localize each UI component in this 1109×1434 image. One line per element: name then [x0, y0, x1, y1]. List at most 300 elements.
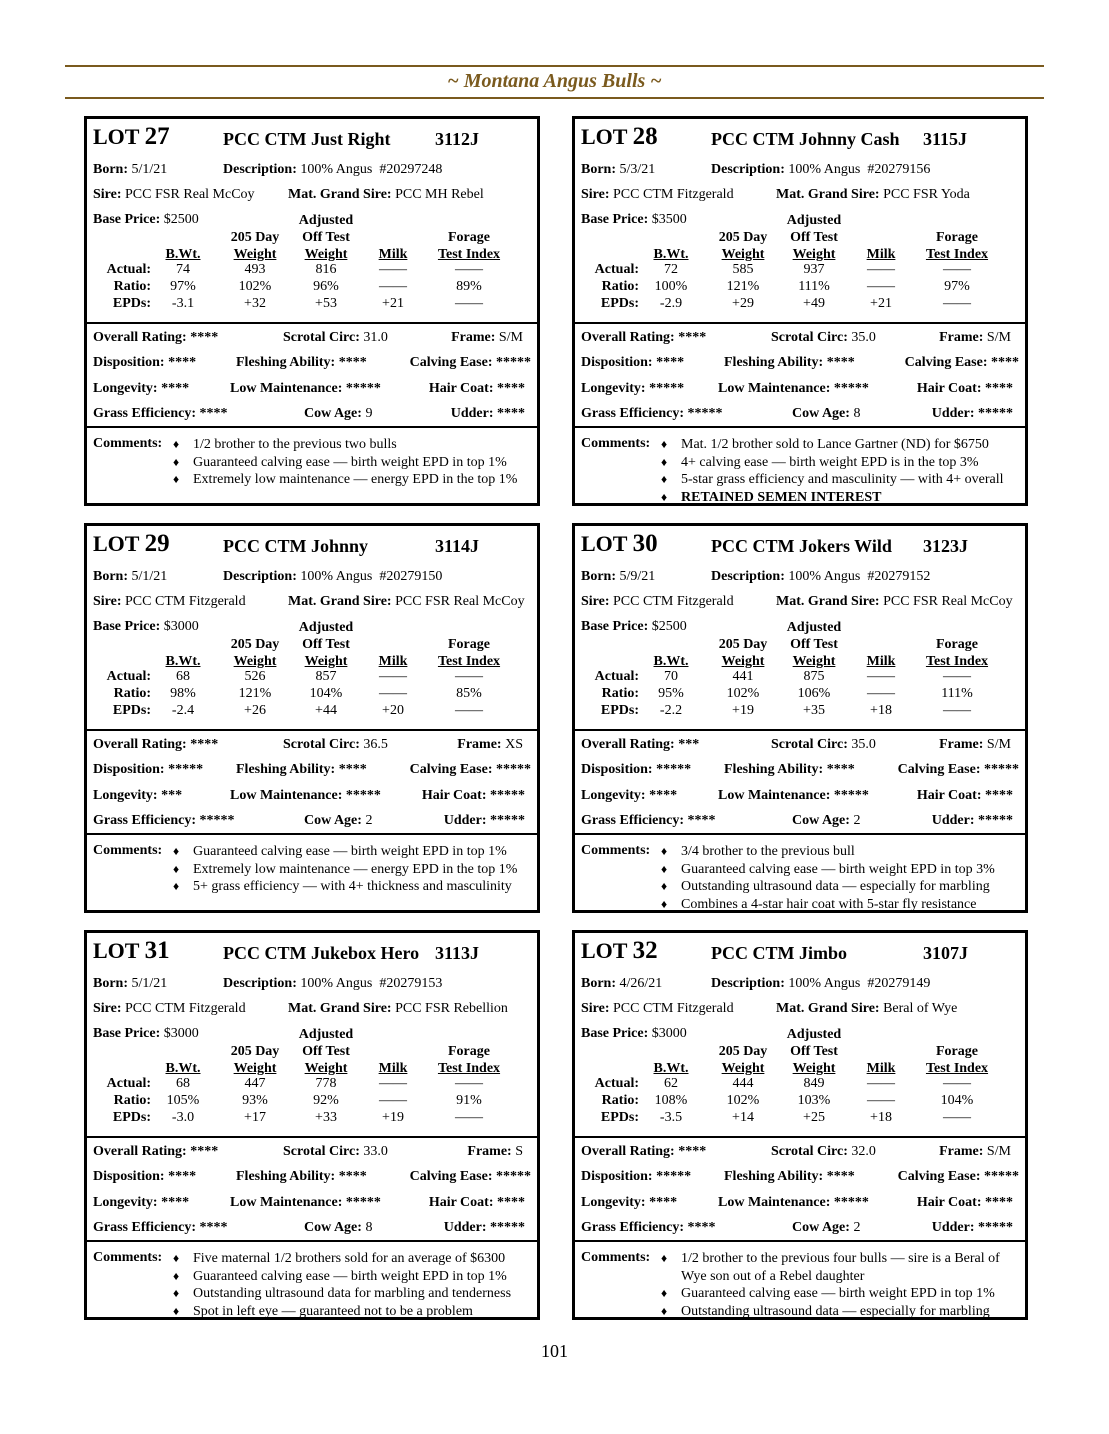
- cow-age-value: 2: [853, 813, 861, 828]
- calving-ease-value: *****: [984, 1169, 1019, 1184]
- ratio-forage-index: 104%: [940, 1093, 974, 1108]
- comments-label: Comments:: [581, 436, 651, 451]
- epd-bwt: -2.4: [171, 703, 195, 718]
- col-header-forage: [423, 1043, 515, 1077]
- lot-card-31: [84, 930, 540, 1320]
- col-205-top: 205 Day: [718, 1044, 768, 1059]
- epd-milk: +21: [382, 296, 404, 311]
- cow-age-label: Cow Age:: [304, 1220, 362, 1235]
- row-label-epds: EPDs:: [600, 296, 639, 311]
- col-forage-top: Forage: [936, 1044, 978, 1059]
- calving-ease-label: Calving Ease:: [897, 762, 981, 777]
- col-milk-label: Milk: [866, 654, 896, 669]
- grass-efficiency-label: Grass Efficiency:: [93, 813, 197, 828]
- lot-info-section: [575, 526, 1025, 731]
- disposition: [581, 1169, 691, 1185]
- mat-grand-sire-label: Mat. Grand Sire:: [776, 187, 880, 202]
- born-value: 5/1/21: [131, 976, 168, 991]
- col-header-bwt: [151, 246, 215, 263]
- col-header-adjusted: [291, 212, 361, 263]
- born-value: 4/26/21: [619, 976, 663, 991]
- born-line: [581, 569, 655, 585]
- comment-item: ♦ Guaranteed calving ease — birth weight EPD in top 1%: [173, 454, 533, 472]
- overall-rating-value: ****: [190, 330, 219, 345]
- frame-label: Frame:: [457, 737, 502, 752]
- hair-coat-label: Hair Coat:: [428, 381, 494, 396]
- overall-rating-label: Overall Rating:: [581, 1144, 675, 1159]
- lot-card-30: [572, 523, 1028, 913]
- bull-name: PCC CTM Jimbo: [711, 943, 847, 963]
- col-adj-bottom: Weight: [304, 247, 348, 262]
- born-label: Born:: [581, 569, 616, 584]
- ratio-adj-weight: 111%: [798, 279, 830, 294]
- comment-item: ♦ Extremely low maintenance — energy EPD in the top 1%: [173, 471, 533, 489]
- epd-bwt: -3.0: [171, 1110, 195, 1125]
- cow-age-value: 9: [365, 406, 373, 421]
- base-price-label: Base Price:: [93, 1026, 161, 1041]
- overall-rating: [581, 330, 706, 346]
- epd-bwt: -2.2: [659, 703, 683, 718]
- born-label: Born:: [93, 569, 128, 584]
- page-header-title: ~ Montana Angus Bulls ~: [447, 70, 662, 92]
- fleshing-ability-value: ****: [826, 1169, 855, 1184]
- base-price-line: [581, 619, 687, 635]
- sire-value: PCC CTM Fitzgerald: [613, 594, 734, 609]
- born-value: 5/1/21: [131, 162, 168, 177]
- ratio-forage-index: 91%: [456, 1093, 482, 1108]
- hair-coat: [917, 1195, 1013, 1211]
- comment-item: ♦ 5-star grass efficiency and masculinity — with 4+ overall: [661, 471, 1021, 489]
- epd-forage-index: ——: [943, 703, 971, 718]
- low-maintenance: [230, 1195, 381, 1211]
- born-value: 5/9/21: [619, 569, 656, 584]
- epd-205-weight: +32: [244, 296, 266, 311]
- ratio-milk: ——: [379, 686, 407, 701]
- col-header-milk: [859, 1060, 903, 1077]
- fleshing-ability: [724, 355, 855, 371]
- lot-number-value: 31: [144, 937, 170, 964]
- lot-info-section: [87, 526, 537, 731]
- low-maintenance: [718, 381, 869, 397]
- low-maintenance: [718, 788, 869, 804]
- comment-item: ♦ Guaranteed calving ease — birth weight EPD in top 1%: [173, 1268, 533, 1286]
- fleshing-ability-value: ****: [826, 355, 855, 370]
- cow-age: [304, 813, 372, 829]
- longevity-value: ****: [161, 1195, 190, 1210]
- frame-label: Frame:: [939, 737, 984, 752]
- epd-adj-weight: +49: [803, 296, 825, 311]
- ratio-adj-weight: 104%: [309, 686, 343, 701]
- frame-score: [451, 330, 523, 346]
- col-forage-top: Forage: [448, 637, 490, 652]
- col-header-205: [225, 229, 285, 263]
- hair-coat-value: ****: [497, 1195, 525, 1210]
- comment-item: ♦ Outstanding ultrasound data — especially for marbling: [661, 878, 1021, 896]
- grass-efficiency-label: Grass Efficiency:: [93, 406, 197, 421]
- cow-age-label: Cow Age:: [304, 813, 362, 828]
- lot-number-value: 28: [632, 123, 658, 150]
- sire-label: Sire:: [581, 187, 610, 202]
- bull-name: PCC CTM Johnny Cash: [711, 129, 900, 149]
- grass-efficiency: [581, 1220, 716, 1236]
- comments-section: [575, 430, 1025, 503]
- cow-age: [304, 1220, 372, 1236]
- epd-milk: +18: [870, 1110, 892, 1125]
- calving-ease-label: Calving Ease:: [409, 1169, 493, 1184]
- epd-adj-weight: +33: [315, 1110, 337, 1125]
- ratings-section: [87, 326, 537, 428]
- scrotal-circ-label: Scrotal Circ:: [771, 330, 848, 345]
- scrotal-circ: [283, 737, 388, 753]
- comment-item: ♦ Spot in left eye — guaranteed not to be a problem: [173, 1303, 533, 1321]
- comment-item: ♦ Guaranteed calving ease — birth weight EPD in top 1%: [173, 843, 533, 861]
- ratio-bwt: 97%: [170, 279, 196, 294]
- ratio-adj-weight: 103%: [797, 1093, 831, 1108]
- tattoo-number: 3115J: [923, 129, 968, 149]
- col-header-bwt: [639, 653, 703, 670]
- scrotal-circ: [283, 330, 388, 346]
- fleshing-ability-label: Fleshing Ability:: [724, 355, 824, 370]
- actual-milk: ——: [379, 1076, 407, 1091]
- col-header-205: [713, 229, 773, 263]
- description-line: [223, 162, 442, 178]
- born-line: [581, 976, 662, 992]
- description-value: 100% Angus #20279153: [300, 976, 443, 991]
- disposition: [93, 762, 203, 778]
- fleshing-ability-label: Fleshing Ability:: [724, 762, 824, 777]
- longevity-value: ****: [649, 1195, 678, 1210]
- col-forage-bottom: Test Index: [437, 247, 501, 262]
- scrotal-circ-value: 31.0: [363, 330, 388, 345]
- udder-value: *****: [490, 813, 525, 828]
- col-header-forage: [911, 1043, 1003, 1077]
- description-line: [711, 569, 930, 585]
- sire-line: [93, 1001, 246, 1017]
- frame-value: S/M: [986, 330, 1011, 345]
- udder: [932, 813, 1013, 829]
- comments-label: Comments:: [93, 1250, 163, 1265]
- epd-forage-index: ——: [455, 1110, 483, 1125]
- epd-forage-index: ——: [455, 296, 483, 311]
- sire-line: [581, 594, 734, 610]
- fleshing-ability-label: Fleshing Ability:: [236, 1169, 336, 1184]
- actual-bwt: 68: [176, 669, 190, 684]
- col-header-forage: [911, 636, 1003, 670]
- frame-score: [457, 737, 523, 753]
- epd-adj-weight: +35: [803, 703, 825, 718]
- cow-age: [792, 406, 860, 422]
- col-forage-bottom: Test Index: [925, 654, 989, 669]
- mat-grand-sire-label: Mat. Grand Sire:: [288, 1001, 392, 1016]
- mat-grand-sire-label: Mat. Grand Sire:: [288, 187, 392, 202]
- description-value: 100% Angus #20297248: [300, 162, 443, 177]
- col-bwt-label: B.Wt.: [165, 247, 201, 262]
- udder: [932, 1220, 1013, 1236]
- low-maintenance: [718, 1195, 869, 1211]
- ratings-section: [575, 1140, 1025, 1242]
- comment-item: ♦ Outstanding ultrasound data for marbling and tenderness: [173, 1285, 533, 1303]
- udder-value: *****: [978, 1220, 1013, 1235]
- actual-forage-index: ——: [943, 1076, 971, 1091]
- overall-rating-label: Overall Rating:: [93, 330, 187, 345]
- disposition-label: Disposition:: [581, 762, 653, 777]
- comment-item: ♦ 1/2 brother to the previous four bulls — sire is a Beral of Wye son out of a Rebel daughter: [661, 1250, 1021, 1285]
- hair-coat: [429, 381, 525, 397]
- base-price-label: Base Price:: [581, 619, 649, 634]
- sire-label: Sire:: [581, 594, 610, 609]
- scrotal-circ-label: Scrotal Circ:: [283, 737, 360, 752]
- ratio-milk: ——: [867, 279, 895, 294]
- ratio-forage-index: 89%: [456, 279, 482, 294]
- col-header-forage: [911, 229, 1003, 263]
- cow-age-label: Cow Age:: [792, 813, 850, 828]
- calving-ease: [410, 762, 531, 778]
- base-price-label: Base Price:: [581, 212, 649, 227]
- ratio-adj-weight: 92%: [313, 1093, 339, 1108]
- born-label: Born:: [581, 162, 616, 177]
- calving-ease: [898, 1169, 1019, 1185]
- comment-item: ♦ Guaranteed calving ease — birth weight EPD in top 3%: [661, 861, 1021, 879]
- row-label-actual: Actual:: [106, 669, 151, 684]
- fleshing-ability: [236, 355, 367, 371]
- tattoo-number: 3107J: [923, 943, 968, 963]
- lot-card-32: [572, 930, 1028, 1320]
- col-header-milk: [371, 1060, 415, 1077]
- comment-item: ♦ Five maternal 1/2 brothers sold for an average of $6300: [173, 1250, 533, 1268]
- col-forage-top: Forage: [936, 637, 978, 652]
- col-header-bwt: [151, 1060, 215, 1077]
- sire-label: Sire:: [93, 187, 122, 202]
- ratings-section: [575, 326, 1025, 428]
- col-forage-bottom: Test Index: [437, 1061, 501, 1076]
- calving-ease-value: *****: [496, 1169, 531, 1184]
- disposition-label: Disposition:: [93, 1169, 165, 1184]
- col-header-205: [225, 636, 285, 670]
- disposition-value: *****: [656, 762, 692, 777]
- comments-list: [173, 1250, 533, 1320]
- col-adj-bottom: Weight: [304, 654, 348, 669]
- base-price-label: Base Price:: [93, 212, 161, 227]
- description-value: 100% Angus #20279150: [300, 569, 443, 584]
- born-line: [93, 162, 167, 178]
- frame-label: Frame:: [451, 330, 496, 345]
- hair-coat-value: ****: [985, 1195, 1013, 1210]
- sire-value: PCC FSR Real McCoy: [125, 187, 255, 202]
- fleshing-ability-label: Fleshing Ability:: [236, 762, 336, 777]
- disposition: [581, 762, 691, 778]
- actual-adj-weight: 875: [803, 669, 825, 684]
- comments-section: [575, 837, 1025, 910]
- col-header-adjusted: [779, 212, 849, 263]
- scrotal-circ-label: Scrotal Circ:: [771, 1144, 848, 1159]
- frame-value: S/M: [498, 330, 523, 345]
- tattoo-number: 3123J: [923, 536, 968, 556]
- ratio-forage-index: 97%: [944, 279, 970, 294]
- header-rule-top: [65, 65, 1044, 67]
- udder-value: *****: [978, 406, 1013, 421]
- mat-grand-sire-line: [776, 187, 970, 203]
- calving-ease-value: *****: [496, 355, 531, 370]
- description-line: [223, 976, 442, 992]
- epd-bwt: -2.9: [659, 296, 683, 311]
- grass-efficiency-value: ****: [199, 406, 228, 421]
- ratio-milk: ——: [379, 279, 407, 294]
- col-header-adjusted: [291, 619, 361, 670]
- col-205-top: 205 Day: [718, 230, 768, 245]
- base-price-line: [93, 212, 199, 228]
- longevity-label: Longevity:: [581, 381, 646, 396]
- description-line: [711, 162, 930, 178]
- description-value: 100% Angus #20279149: [788, 976, 931, 991]
- comment-item: ♦ Guaranteed calving ease — birth weight EPD in top 1%: [661, 1285, 1021, 1303]
- comments-section: [575, 1244, 1025, 1317]
- longevity-value: *****: [649, 381, 685, 396]
- udder: [444, 1220, 525, 1236]
- col-adj-mid: Off Test: [302, 637, 350, 652]
- grass-efficiency-label: Grass Efficiency:: [93, 1220, 197, 1235]
- comments-list: [661, 1250, 1021, 1320]
- lot-number-value: 32: [632, 937, 658, 964]
- lot-label: LOT: [93, 124, 140, 149]
- base-price-value: $3000: [163, 619, 199, 634]
- col-205-top: 205 Day: [718, 637, 768, 652]
- actual-205-weight: 447: [244, 1076, 266, 1091]
- col-adj-bottom: Weight: [792, 247, 836, 262]
- ratio-bwt: 100%: [654, 279, 688, 294]
- ratio-bwt: 95%: [658, 686, 684, 701]
- longevity-value: ****: [161, 381, 190, 396]
- frame-label: Frame:: [939, 330, 984, 345]
- low-maintenance-label: Low Maintenance:: [718, 1195, 831, 1210]
- hair-coat-label: Hair Coat:: [916, 381, 982, 396]
- actual-forage-index: ——: [455, 669, 483, 684]
- fleshing-ability: [236, 762, 367, 778]
- hair-coat: [422, 788, 525, 804]
- cow-age-label: Cow Age:: [792, 406, 850, 421]
- fleshing-ability-label: Fleshing Ability:: [236, 355, 336, 370]
- col-milk-label: Milk: [378, 1061, 408, 1076]
- fleshing-ability-value: ****: [338, 1169, 367, 1184]
- sire-label: Sire:: [581, 1001, 610, 1016]
- col-adj-top: Adjusted: [786, 1027, 842, 1042]
- comments-list: [661, 436, 1021, 506]
- col-header-milk: [859, 246, 903, 263]
- description-label: Description:: [711, 162, 785, 177]
- comments-list: [173, 436, 533, 489]
- comment-item: ♦ Combines a 4-star hair coat with 5-star fly resistance: [661, 896, 1021, 914]
- longevity-label: Longevity:: [93, 381, 158, 396]
- base-price-line: [581, 212, 687, 228]
- actual-bwt: 74: [176, 262, 190, 277]
- disposition-value: *****: [656, 1169, 692, 1184]
- comment-item: ♦ 1/2 brother to the previous two bulls: [173, 436, 533, 454]
- frame-score: [467, 1144, 523, 1160]
- lot-label: LOT: [581, 531, 628, 556]
- fleshing-ability: [236, 1169, 367, 1185]
- udder: [444, 813, 525, 829]
- ratio-forage-index: 85%: [456, 686, 482, 701]
- grass-efficiency: [93, 406, 228, 422]
- epd-milk: +18: [870, 703, 892, 718]
- fleshing-ability: [724, 1169, 855, 1185]
- longevity: [581, 1195, 677, 1211]
- actual-205-weight: 441: [732, 669, 754, 684]
- description-label: Description:: [711, 569, 785, 584]
- udder-label: Udder:: [443, 1220, 487, 1235]
- longevity: [581, 788, 677, 804]
- base-price-line: [93, 1026, 199, 1042]
- comments-label: Comments:: [93, 843, 163, 858]
- actual-adj-weight: 778: [315, 1076, 337, 1091]
- disposition-value: ****: [168, 1169, 197, 1184]
- tattoo-number: 3114J: [435, 536, 480, 556]
- calving-ease-label: Calving Ease:: [409, 762, 493, 777]
- disposition: [93, 1169, 196, 1185]
- hair-coat: [917, 381, 1013, 397]
- sire-value: PCC CTM Fitzgerald: [613, 187, 734, 202]
- ratings-section: [87, 1140, 537, 1242]
- col-adj-top: Adjusted: [786, 213, 842, 228]
- disposition-label: Disposition:: [93, 762, 165, 777]
- low-maintenance-label: Low Maintenance:: [230, 381, 343, 396]
- mat-grand-sire-value: PCC FSR Real McCoy: [883, 594, 1013, 609]
- sire-line: [93, 594, 246, 610]
- col-header-forage: [423, 636, 515, 670]
- actual-milk: ——: [379, 669, 407, 684]
- ratio-adj-weight: 106%: [797, 686, 831, 701]
- actual-milk: ——: [379, 262, 407, 277]
- low-maintenance-value: *****: [345, 1195, 381, 1210]
- mat-grand-sire-line: [776, 594, 1013, 610]
- scrotal-circ: [771, 737, 876, 753]
- col-forage-top: Forage: [448, 230, 490, 245]
- longevity-label: Longevity:: [581, 1195, 646, 1210]
- lot-number-value: 27: [144, 123, 170, 150]
- longevity: [93, 381, 189, 397]
- col-adj-mid: Off Test: [302, 230, 350, 245]
- row-label-actual: Actual:: [106, 1076, 151, 1091]
- actual-bwt: 70: [664, 669, 678, 684]
- udder-value: ****: [497, 406, 525, 421]
- longevity-label: Longevity:: [581, 788, 646, 803]
- description-line: [223, 569, 442, 585]
- udder-label: Udder:: [931, 406, 975, 421]
- actual-forage-index: ——: [455, 262, 483, 277]
- row-label-epds: EPDs:: [600, 703, 639, 718]
- lot-label: LOT: [581, 938, 628, 963]
- overall-rating: [93, 330, 218, 346]
- epd-adj-weight: +53: [315, 296, 337, 311]
- comments-list: [173, 843, 533, 896]
- frame-value: XS: [505, 737, 523, 752]
- lot-number: [581, 937, 658, 965]
- grass-efficiency-value: ****: [199, 1220, 228, 1235]
- overall-rating: [581, 737, 699, 753]
- ratings-section: [87, 733, 537, 835]
- actual-forage-index: ——: [455, 1076, 483, 1091]
- col-header-bwt: [639, 1060, 703, 1077]
- scrotal-circ-value: 35.0: [851, 330, 876, 345]
- comment-item: ♦ 3/4 brother to the previous bull: [661, 843, 1021, 861]
- overall-rating-label: Overall Rating:: [581, 737, 675, 752]
- mat-grand-sire-value: PCC FSR Rebellion: [395, 1001, 508, 1016]
- frame-label: Frame:: [939, 1144, 984, 1159]
- row-label-ratio: Ratio:: [113, 1093, 151, 1108]
- col-header-adjusted: [779, 1026, 849, 1077]
- col-header-milk: [371, 246, 415, 263]
- overall-rating-label: Overall Rating:: [93, 737, 187, 752]
- comment-item: ♦ RETAINED SEMEN INTEREST: [661, 489, 1021, 507]
